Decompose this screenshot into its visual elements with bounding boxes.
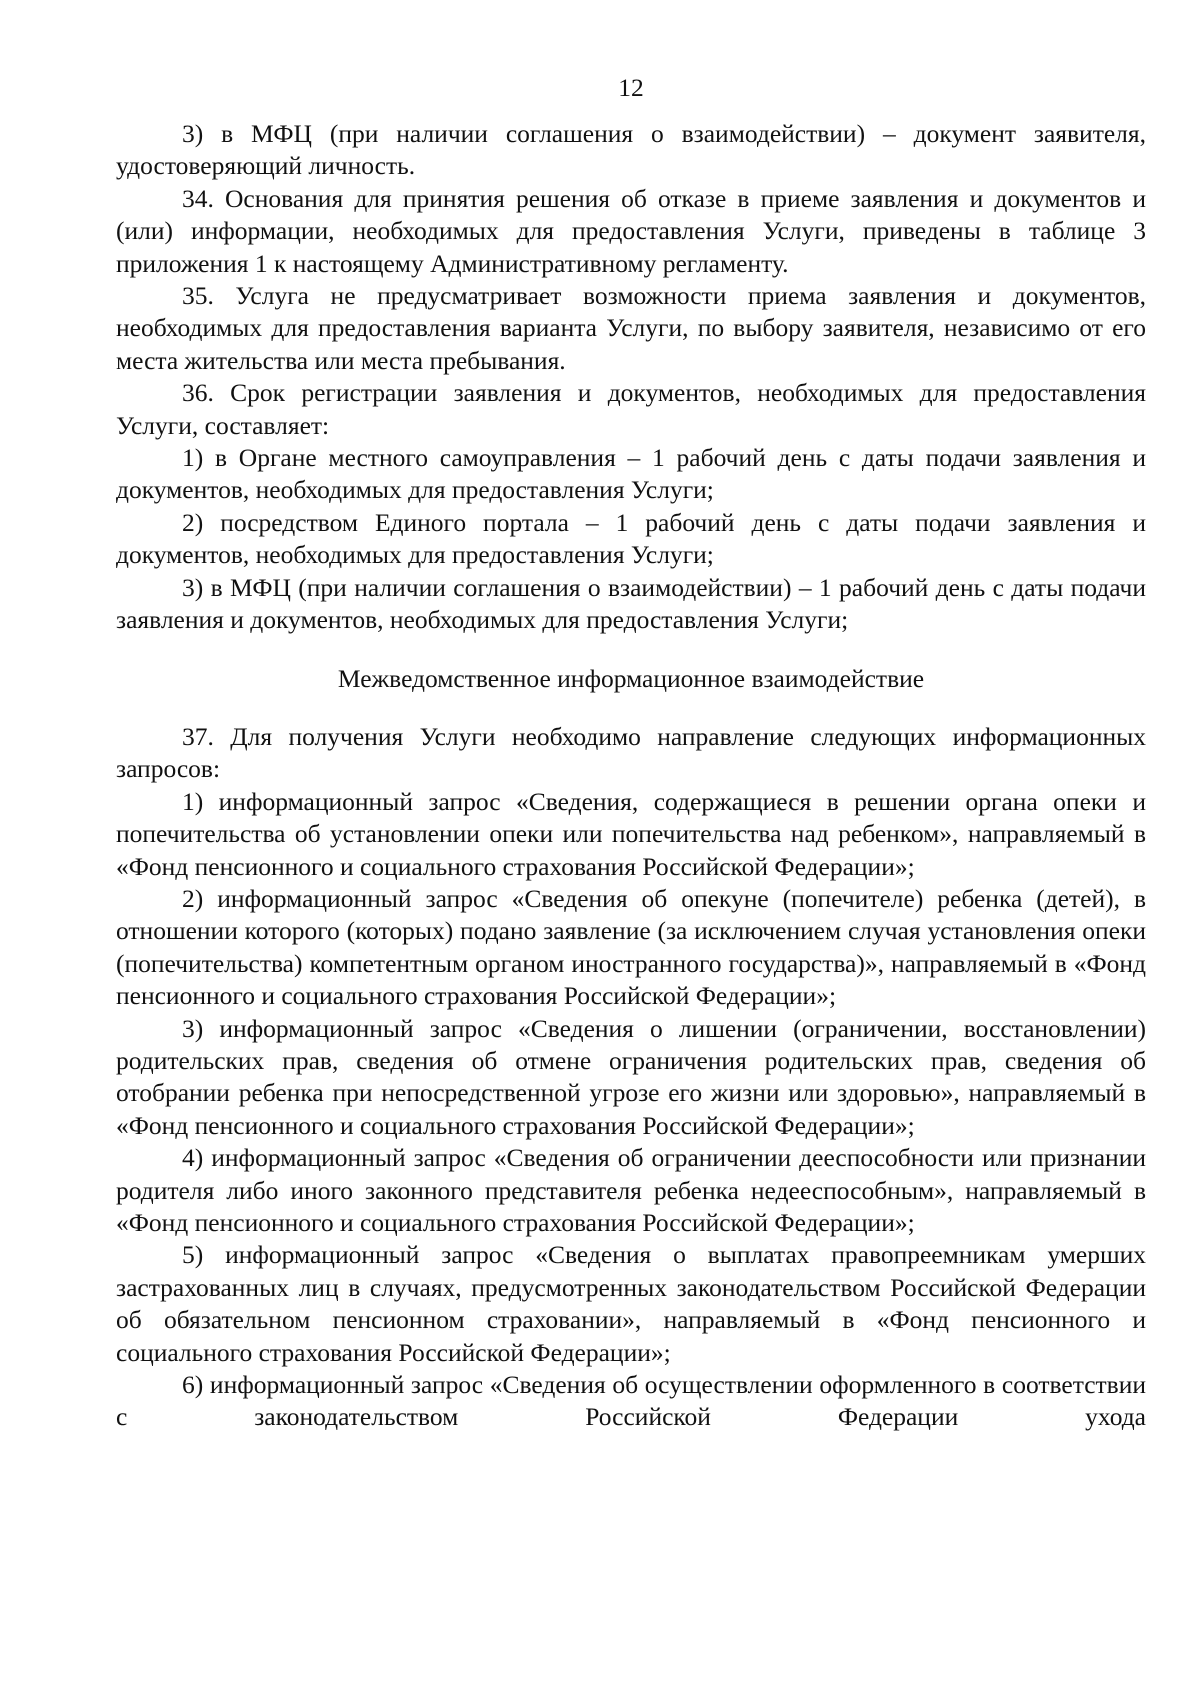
section-heading: Межведомственное информационное взаимодействие bbox=[337, 663, 925, 693]
paragraph-36-item-1: 1) в Органе местного самоуправления – 1 рабочий день с даты подачи заявления и документов, необходимых для предоставления Услуги; bbox=[116, 443, 1146, 505]
paragraph-37-item-5: 5) информационный запрос «Сведения о выплатах правопреемникам умерших застрахованных лиц в случаях, предусмотренных законодательством Российской Федерации об обязательном пенсионном страховании», направляемый в «Фонд пенсионного и социального страхования Российской Федерации»; bbox=[116, 1240, 1146, 1367]
paragraph-37-item-4: 4) информационный запрос «Сведения об ограничении дееспособности или признании родителя либо иного законного представителя ребенка недееспособным», направляемый в «Фонд пенсионного и социального страхования Российской Федерации»; bbox=[116, 1143, 1146, 1237]
paragraph-36-item-2: 2) посредством Единого портала – 1 рабочий день с даты подачи заявления и документов, необходимых для предоставления Услуги; bbox=[116, 507, 1146, 570]
paragraph-37-item-2: 2) информационный запрос «Сведения об опекуне (попечителе) ребенка (детей), в отношении которого (которых) подано заявление (за исключением случая установления опеки (попечительства) компетентным органом иностранного государства)», направляемый в «Фонд пенсионного и социального страхования Российской Федерации»; bbox=[116, 883, 1146, 1011]
page-number: 12 bbox=[618, 73, 644, 102]
paragraph-37-item-3: 3) информационный запрос «Сведения о лишении (ограничении, восстановлении) родительских прав, сведения об отмене ограничения родительских прав, сведения об отобрании ребенка при непосредственной угрозе его жизни или здоровью», направляемый в «Фонд пенсионного и социального страхования Российской Федерации»; bbox=[116, 1013, 1146, 1140]
paragraph-37-requests: 37. Для получения Услуги необходимо направление следующих информационных запросов: bbox=[116, 721, 1146, 784]
paragraph-item-3-mfc: 3) в МФЦ (при наличии соглашения о взаимодействии) – документ заявителя, удостоверяющий личность. bbox=[116, 119, 1146, 181]
paragraph-36-item-3: 3) в МФЦ (при наличии соглашения о взаимодействии) – 1 рабочий день с даты подачи заявления и документов, необходимых для предоставления Услуги; bbox=[116, 572, 1146, 635]
paragraph-37-item-6: 6) информационный запрос «Сведения об осуществлении оформленного в соответствии с законодательством Российской Федерации ухода bbox=[116, 1370, 1146, 1432]
paragraph-36-registration-term: 36. Срок регистрации заявления и документов, необходимых для предоставления Услуги, составляет: bbox=[116, 378, 1146, 440]
paragraph-37-item-1: 1) информационный запрос «Сведения, содержащиеся в решении органа опеки и попечительства об установлении опеки или попечительства над ребенком», направляемый в «Фонд пенсионного и социального страхования Российской Федерации»; bbox=[116, 786, 1146, 881]
document-page bbox=[116, 72, 1146, 1434]
paragraph-34-refusal-grounds: 34. Основания для принятия решения об отказе в приеме заявления и документов и (или) информации, необходимых для предоставления Услуги, приведены в таблице 3 приложения 1 к настоящему Административному регламенту. bbox=[116, 183, 1146, 278]
paragraph-35-no-extraterritorial: 35. Услуга не предусматривает возможности приема заявления и документов, необходимых для предоставления варианта Услуги, по выбору заявителя, независимо от его места жительства или места пребывания. bbox=[116, 281, 1146, 375]
